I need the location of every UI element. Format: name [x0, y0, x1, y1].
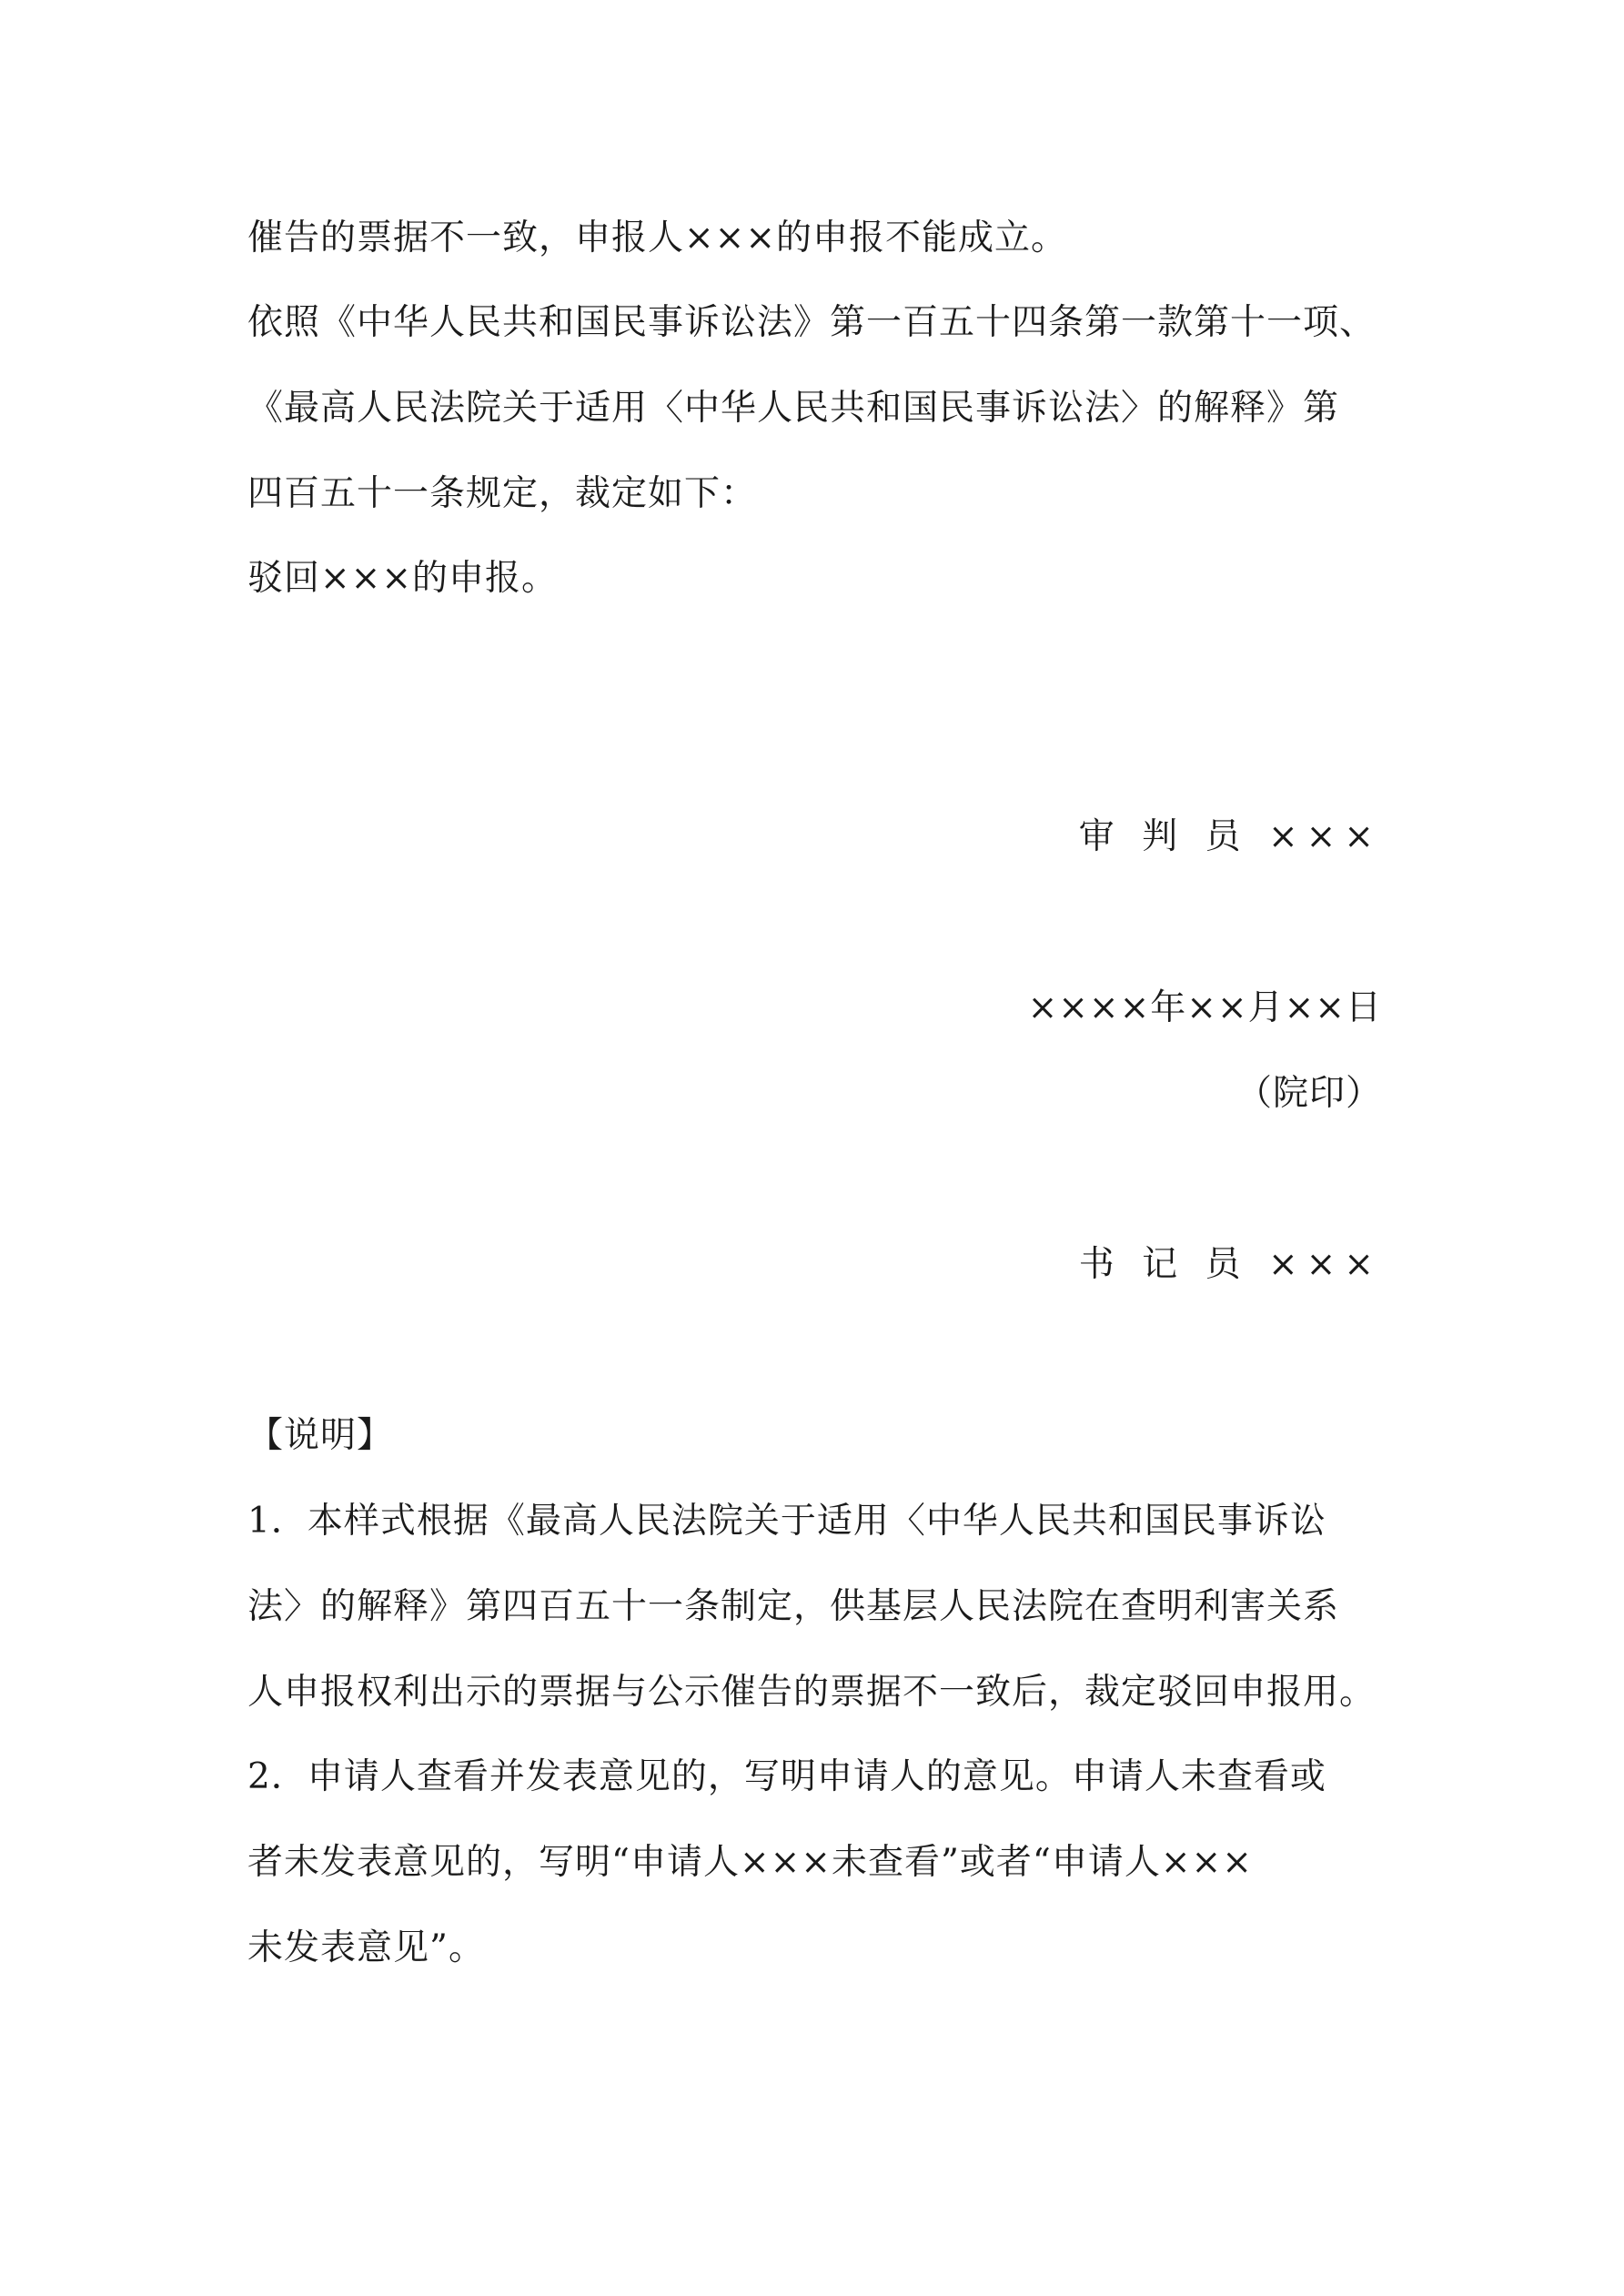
- ruling-date: ××××年××月××日: [1027, 987, 1382, 1028]
- body-line-4: 四百五十一条规定，裁定如下：: [247, 473, 758, 514]
- notes-line-5: 者未发表意见的，写明“申请人×××未查看”或者“申请人×××: [247, 1842, 1253, 1883]
- notes-line-6: 未发表意见”。: [247, 1927, 485, 1968]
- notes-heading: 【说明】: [247, 1415, 394, 1456]
- body-line-1: 催告的票据不一致，申报人×××的申报不能成立。: [247, 217, 1068, 258]
- notes-line-3: 人申报权利出示的票据与公示催告的票据不一致后，裁定驳回申报用。: [247, 1672, 1377, 1713]
- clerk-signature: 书 记 员 ×××: [1078, 1244, 1382, 1285]
- notes-line-1: 1．本样式根据《最高人民法院关于适用〈中华人民共和国民事诉讼: [247, 1501, 1326, 1542]
- body-line-2: 依照《中华人民共和国民事诉讼法》第一百五十四条第一款第十一项、: [247, 302, 1377, 343]
- court-seal-note: （院印）: [1236, 1073, 1382, 1114]
- body-line-3: 《最高人民法院关于适用〈中华人民共和国民事诉讼法〉的解释》第: [247, 388, 1340, 429]
- notes-line-2: 法〉的解释》第四百五十一条制定，供基层人民法院在查明利害关系: [247, 1586, 1340, 1627]
- notes-line-4: 2．申请人查看并发表意见的，写明申请人的意见。申请人未查看或: [247, 1756, 1326, 1797]
- ruling-line: 驳回×××的申报。: [247, 558, 559, 599]
- judge-signature: 审 判 员 ×××: [1078, 816, 1382, 857]
